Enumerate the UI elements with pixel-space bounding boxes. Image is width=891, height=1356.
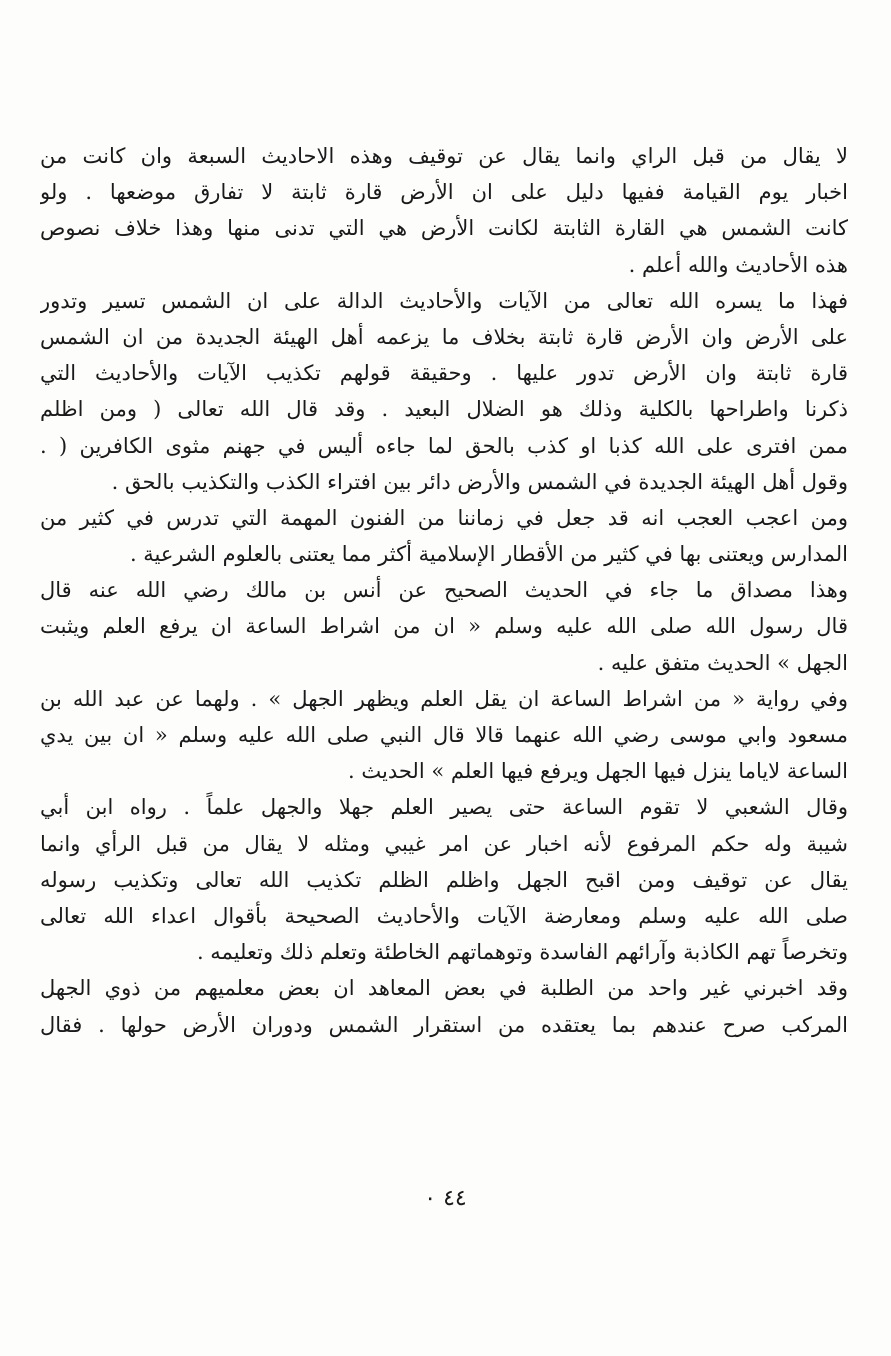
text-line: قال رسول الله صلى الله عليه وسلم « ان من اشراط الساعة ان يرفع العلم ويثبت: [40, 614, 848, 639]
paragraph: [40, 572, 848, 681]
text-line: اخبار يوم القيامة ففيها دليل على ان الأرض قارة ثابتة لا تفارق موضعها . ولو: [40, 180, 848, 205]
text-line: لا يقال من قبل الراي وانما يقال عن توقيف وهذه الاحاديث السبعة وان كانت من: [40, 144, 848, 168]
text-line: كانت الشمس هي القارة الثابتة لكانت الأرض هي التي تدنى منها وهذا خلاف نصوص: [40, 216, 848, 241]
paragraph: [40, 138, 848, 283]
text-line: ممن افترى على الله كذبا او كذب بالحق لما جاءه أليس في جهنم مثوى الكافرين ( .: [40, 433, 848, 458]
text-line: وتخرصاً تهم الكاذبة وآرائهم الفاسدة وتوهماتهم الخاطئة وتعلم ذلك وتعليمه .: [196, 940, 848, 965]
text-line: وقال الشعبي لا تقوم الساعة حتى يصير العلم جهلا والجهل علماً . رواه ابن أبي: [40, 795, 848, 820]
text-line: ذكرنا واطراحها بالكلية وذلك هو الضلال البعيد . وقد قال الله تعالى ( ومن اظلم: [40, 397, 848, 422]
text-line: ومن اعجب العجب انه قد جعل في زماننا من الفنون المهمة التي تدرس في كثير من: [40, 505, 848, 530]
text-line: شيبة وله حكم المرفوع لأنه اخبار عن امر غيبي ومثله لا يقال من قبل الرأي وانما: [40, 831, 848, 856]
page-number: ٤٤ ٠: [424, 1186, 467, 1211]
paragraph: [40, 500, 848, 572]
text-line: المركب صرح عندهم بما يعتقده من استقرار الشمس ودوران الأرض حولها . فقال: [40, 1012, 848, 1037]
text-line: وفي رواية « من اشراط الساعة ان يقل العلم ويظهر الجهل » . ولهما عن عبد الله بن: [40, 686, 848, 711]
paragraph: [40, 681, 848, 790]
text-line: الجهل » الحديث متفق عليه .: [597, 650, 848, 675]
text-line: وقول أهل الهيئة الجديدة في الشمس والأرض دائر بين افتراء الكذب والتكذيب بالحق .: [111, 469, 848, 494]
text-line: قارة ثابتة وان الأرض تدور عليها . وحقيقة قولهم تكذيب الآيات والأحاديث التي: [40, 361, 848, 386]
text-line: فهذا ما يسره الله تعالى من الآيات والأحاديث الدالة على ان الشمس تسير وتدور: [40, 288, 848, 313]
text-line: المدارس ويعتنى بها في كثير من الأقطار الإسلامية أكثر مما يعتنى بالعلوم الشرعية .: [129, 542, 848, 567]
text-line: صلى الله عليه وسلم ومعارضة الآيات والأحاديث الصحيحة بأقوال اعداء الله تعالى: [40, 903, 848, 928]
paragraph: [40, 970, 848, 1042]
text-line: وهذا مصداق ما جاء في الحديث الصحيح عن أنس بن مالك رضي الله عنه قال: [40, 578, 848, 603]
text-line: هذه الأحاديث والله أعلم .: [628, 252, 848, 277]
paragraph: [40, 789, 848, 970]
paragraph: [40, 283, 848, 500]
text-line: الساعة لاياما ينزل فيها الجهل ويرفع فيها العلم » الحديث .: [348, 759, 848, 784]
text-line: مسعود وابي موسى رضي الله عنهما قالا قال النبي صلى الله عليه وسلم « ان بين يدي: [40, 723, 848, 747]
text-line: على الأرض وان الأرض قارة ثابتة بخلاف ما يزعمه أهل الهيئة الجديدة من ان الشمس: [40, 324, 848, 349]
text-line: وقد اخبرني غير واحد من الطلبة في بعض المعاهد ان بعض معلميهم من ذوي الجهل: [40, 976, 848, 1001]
body-text: [40, 138, 848, 1043]
text-line: يقال عن توقيف ومن اقبح الجهل واظلم الظلم تكذيب الله تعالى وتكذيب رسوله: [40, 867, 848, 892]
